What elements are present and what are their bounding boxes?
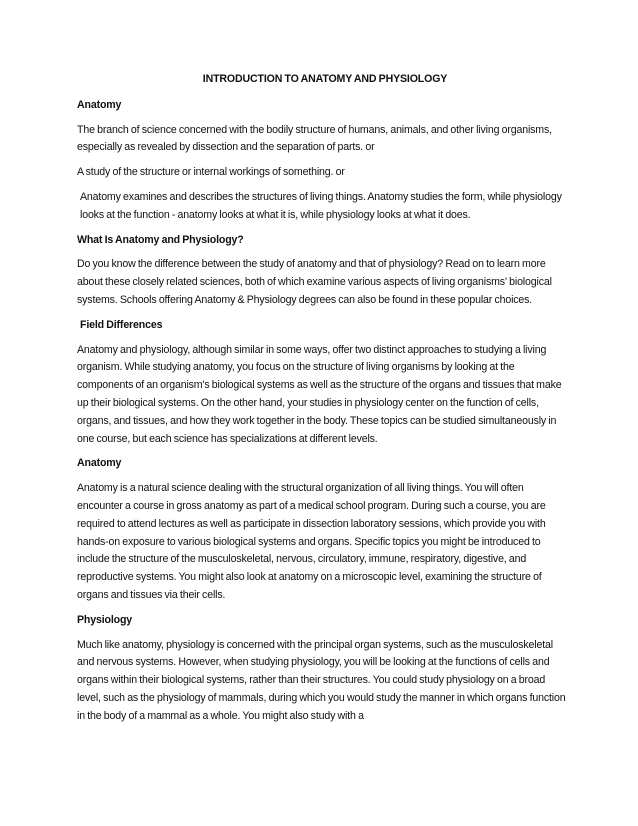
paragraph: A study of the structure or internal workings of something. or bbox=[77, 166, 345, 179]
paragraph: Anatomy is a natural science dealing with the structural organization of all living things. You will often encounter a course in gross anatomy as part of a medical school program. During such a course, you are required to attend lectures as well as participate in dissection laboratory sessions, which provide you with hands-on exposure to various biological systems and organs. Specific topics you might be introduced to include the structure of the musculoskeletal, nervous, circulatory, immune, respiratory, digestive, and reproductive systems. You might also look at anatomy on a microscopic level, examining the structure of organs and tissues via their cells. bbox=[77, 482, 546, 601]
paragraph: Anatomy and physiology, although similar in some ways, offer two distinct approaches to studying a living organism. While studying anatomy, you focus on the structure of living organisms by looking at the components of an organism's biological systems as well as the structure of the organs and tissues that make up their biological systems. On the other hand, your studies in physiology center on the function of cells, organs, and tissues, and how they work together in the body. These topics can be studied simultaneously in one course, but each science has specializations at different levels. bbox=[77, 343, 562, 445]
section-heading-anatomy: Anatomy bbox=[77, 98, 122, 111]
section-heading-field-differences: Field Differences bbox=[80, 318, 163, 331]
document-body bbox=[77, 71, 567, 733]
paragraph: Anatomy examines and describes the structures of living things. Anatomy studies the form, while physiology looks at the function - anatomy looks at what it is, while physiology looks at what it does. bbox=[80, 190, 562, 221]
paragraph: Much like anatomy, physiology is concerned with the principal organ systems, such as the musculoskeletal and nervous systems. However, when studying physiology, you will be looking at the functions of cells and organs within their biological systems, rather than their structures. You could study physiology on a broad level, such as the physiology of mammals, during which you would study the manner in which organs function in the body of a mammal as a whole. You might also study with a bbox=[77, 638, 566, 722]
section-heading-anatomy-2: Anatomy bbox=[77, 457, 122, 470]
section-heading-physiology: Physiology bbox=[77, 613, 133, 626]
paragraph: The branch of science concerned with the bodily structure of humans, animals, and other living organisms, especially as revealed by dissection and the separation of parts. or bbox=[77, 123, 552, 154]
page-title: INTRODUCTION TO ANATOMY AND PHYSIOLOGY bbox=[202, 73, 448, 85]
paragraph: Do you know the difference between the study of anatomy and that of physiology? Read on to learn more about these closely related sciences, both of which examine various aspects of living organisms' biological systems. Schools offering Anatomy & Physiology degrees can also be found in these popular choices. bbox=[77, 258, 552, 306]
section-heading-what-is: What Is Anatomy and Physiology? bbox=[77, 233, 244, 246]
